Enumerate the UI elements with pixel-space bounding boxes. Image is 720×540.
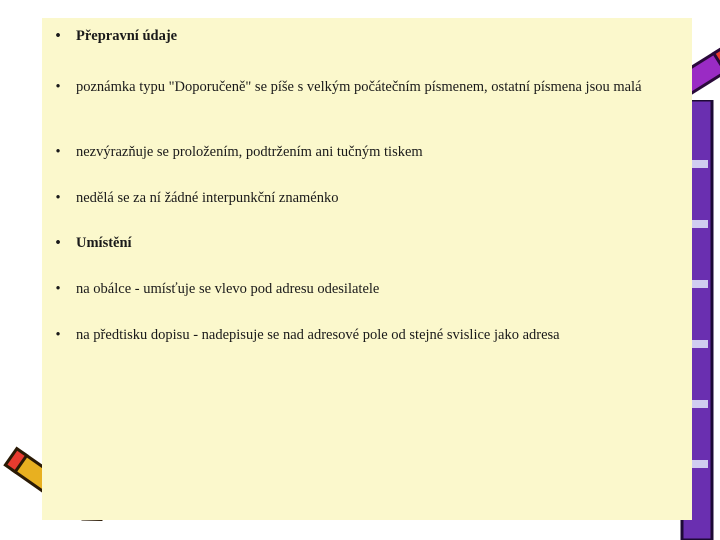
bullet-marker: • — [55, 190, 61, 206]
bullet-text: Přepravní údaje — [76, 28, 178, 44]
bullet-marker: • — [55, 235, 61, 251]
bullet-text: na předtisku dopisu - nadepisuje se nad adresové pole od stejné svislice jako adresa — [76, 327, 560, 343]
bullet-text: nezvýrazňuje se proložením, podtržením ani tučným tiskem — [76, 144, 423, 160]
bullet-text: poznámka typu "Doporučeně" se píše s velkým počátečním písmenem, ostatní písmena jsou malá — [76, 79, 642, 95]
slide-content — [42, 18, 692, 520]
bullet-text: na obálce - umísťuje se vlevo pod adresu odesilatele — [76, 281, 380, 297]
bullet-marker: • — [55, 281, 61, 297]
bullet-marker: • — [55, 79, 61, 95]
bullet-marker: • — [55, 28, 61, 44]
bullet-text: Umístění — [76, 235, 132, 251]
bullet-marker: • — [55, 327, 61, 343]
bullet-text: nedělá se za ní žádné interpunkční znaménko — [76, 190, 339, 206]
bullet-marker: • — [55, 144, 61, 160]
